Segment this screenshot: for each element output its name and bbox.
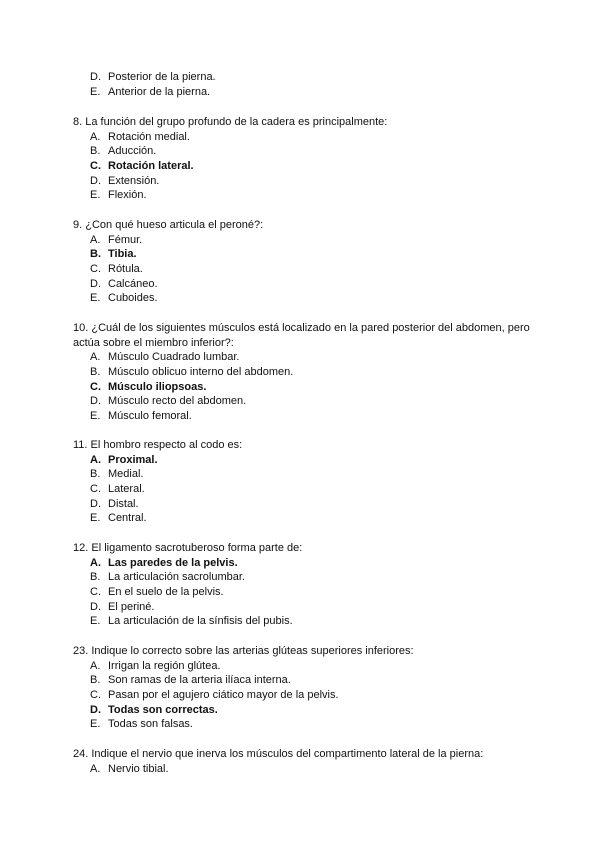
question-continuation — [73, 70, 533, 99]
question-text: 24. Indique el nervio que inerva los músculos del compartimento lateral de la pierna: — [73, 748, 484, 760]
question-text: 10. ¿Cuál de los siguientes músculos está localizado en la pared posterior del abdomen, pero actúa sobre el miembro inferior?: — [73, 322, 530, 349]
option-a: A. Rotación medial. — [90, 130, 190, 143]
question-12 — [73, 541, 533, 629]
option-d: D. Distal. — [90, 497, 139, 510]
option-d: D. Extensión. — [90, 174, 160, 187]
option-c: C. En el suelo de la pelvis. — [90, 586, 224, 599]
question-24 — [73, 747, 533, 776]
option-b: B. Aducción. — [90, 145, 157, 158]
question-10 — [73, 321, 533, 424]
option-a: A. Nervio tibial. — [90, 762, 169, 775]
option-c: C. Rótula. — [90, 263, 143, 276]
option-b: B. Músculo oblicuo interno del abdomen. — [90, 366, 294, 379]
question-11 — [73, 438, 533, 526]
option-a: A. Irrigan la región glútea. — [90, 659, 221, 672]
option-e: E. Anterior de la pierna. — [90, 85, 211, 98]
question-9 — [73, 218, 533, 306]
question-text: 8. La función del grupo profundo de la cadera es principalmente: — [73, 116, 388, 128]
option-a-correct: A. Las paredes de la pelvis. — [90, 556, 238, 569]
option-e: E. Flexión. — [90, 189, 147, 202]
question-text: 12. El ligamento sacrotuberoso forma parte de: — [73, 542, 303, 554]
option-c: C. Pasan por el agujero ciático mayor de la pelvis. — [90, 689, 339, 702]
option-c-correct: C. Rotación lateral. — [90, 160, 194, 173]
option-e: E. Central. — [90, 512, 147, 525]
question-text: 11. El hombro respecto al codo es: — [73, 439, 243, 451]
question-text: 23. Indique lo correcto sobre las arterias glúteas superiores inferiores: — [73, 645, 414, 657]
option-b: B. Son ramas de la arteria ilíaca interna. — [90, 674, 291, 687]
option-c: C. Lateral. — [90, 483, 145, 496]
option-c-correct: C. Músculo iliopsoas. — [90, 380, 207, 393]
option-b-correct: B. Tibia. — [90, 248, 137, 261]
option-e: E. Todas son falsas. — [90, 718, 193, 731]
question-23 — [73, 644, 533, 732]
option-b: B. La articulación sacrolumbar. — [90, 571, 245, 584]
option-d: D. El periné. — [90, 600, 155, 613]
option-d: D. Músculo recto del abdomen. — [90, 395, 247, 408]
option-d: D. Posterior de la pierna. — [90, 71, 216, 83]
option-a: A. Músculo Cuadrado lumbar. — [90, 351, 240, 364]
option-a-correct: A. Proximal. — [90, 453, 158, 466]
option-e: E. La articulación de la sínfisis del pubis. — [90, 615, 293, 628]
option-d: D. Calcáneo. — [90, 277, 158, 290]
question-text: 9. ¿Con qué hueso articula el peroné?: — [73, 219, 264, 231]
option-e: E. Cuboides. — [90, 292, 158, 305]
option-b: B. Medial. — [90, 468, 144, 481]
option-d-correct: D. Todas son correctas. — [90, 703, 218, 716]
option-a: A. Fémur. — [90, 233, 143, 246]
option-e: E. Músculo femoral. — [90, 410, 192, 423]
question-8 — [73, 115, 533, 203]
